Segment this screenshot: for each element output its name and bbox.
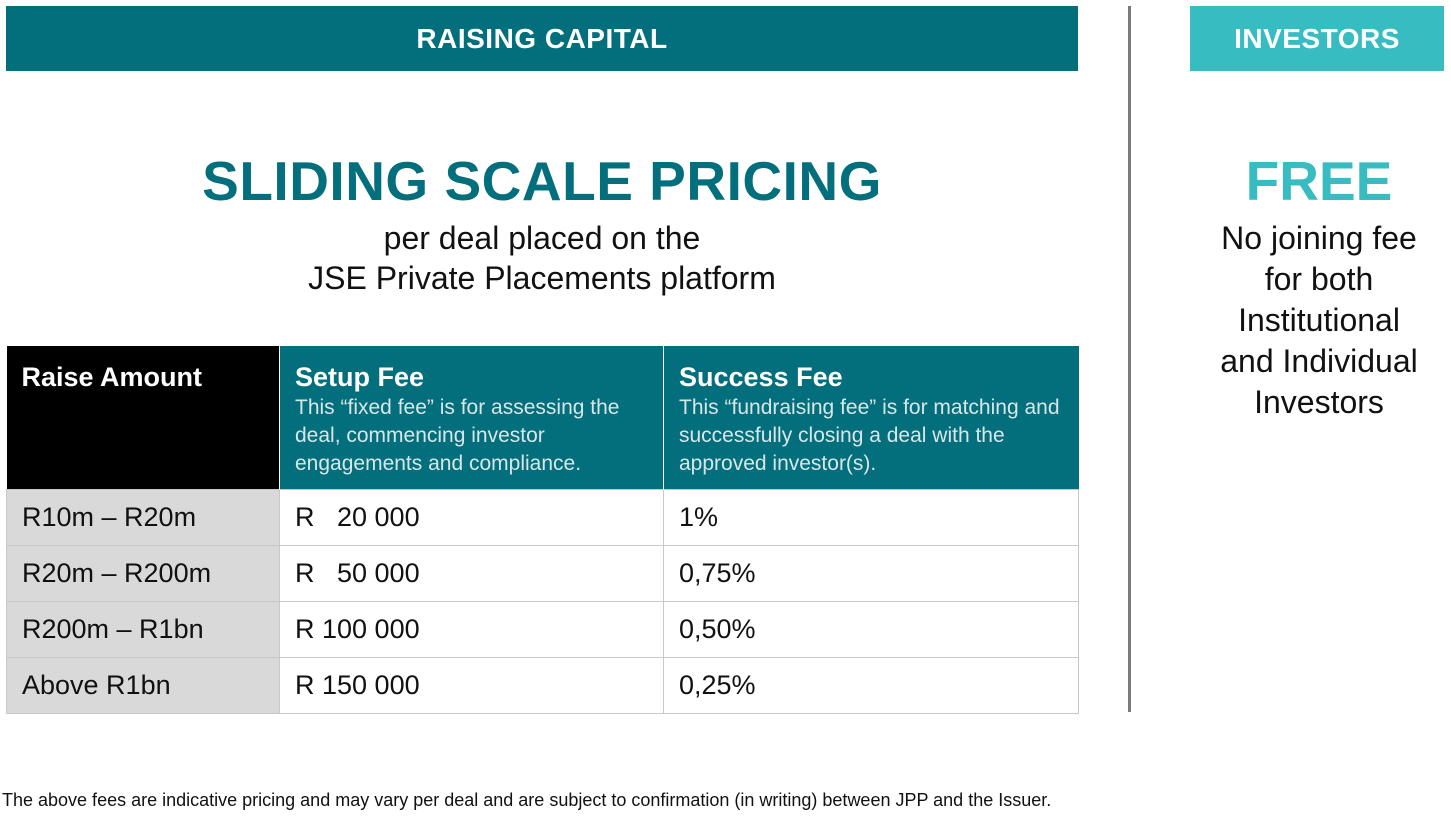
pricing-headline: SLIDING SCALE PRICING	[202, 150, 882, 212]
header-setup-fee	[280, 346, 664, 489]
pricing-subline-1: per deal placed on the	[383, 220, 701, 256]
setup-fee-cell: R 20 000	[280, 489, 664, 545]
header-title: Setup Fee	[295, 362, 425, 392]
header-success-fee	[664, 346, 1079, 489]
table-row	[7, 601, 1079, 657]
pricing-table	[6, 346, 1079, 714]
header-description: This “fixed fee” is for assessing the deal, commencing investor engagements and compliance.	[295, 396, 620, 475]
disclaimer-footnote: The above fees are indicative pricing and may vary per deal and are subject to confirmation (in writing) between JPP and the Issuer.	[2, 790, 1052, 810]
setup-fee-cell: R 150 000	[280, 657, 664, 713]
investors-line: for both	[1264, 261, 1374, 297]
raise-amount-cell: R200m – R1bn	[7, 601, 280, 657]
success-fee-cell: 1%	[664, 489, 1079, 545]
table-row	[7, 545, 1079, 601]
setup-fee-cell: R 100 000	[280, 601, 664, 657]
investors-banner: INVESTORS	[1190, 6, 1444, 71]
raising-capital-banner: RAISING CAPITAL	[6, 6, 1078, 71]
success-fee-cell: 0,50%	[664, 601, 1079, 657]
success-fee-cell: 0,25%	[664, 657, 1079, 713]
setup-fee-cell: R 50 000	[280, 545, 664, 601]
success-fee-cell: 0,75%	[664, 545, 1079, 601]
investors-line: Institutional	[1238, 302, 1400, 338]
raise-amount-cell: R20m – R200m	[7, 545, 280, 601]
column-divider	[1128, 6, 1131, 712]
investors-description	[1190, 218, 1448, 423]
investors-line: No joining fee	[1221, 220, 1417, 256]
table-row	[7, 657, 1079, 713]
table-row	[7, 489, 1079, 545]
investors-line: and Individual	[1220, 343, 1418, 379]
header-description: This “fundraising fee” is for matching and successfully closing a deal with the approved investor(s).	[679, 396, 1060, 475]
investors-line: Investors	[1254, 384, 1384, 420]
header-raise-amount	[7, 346, 280, 489]
header-title: Raise Amount	[21, 362, 203, 392]
header-title: Success Fee	[679, 362, 843, 392]
pricing-subline-2: JSE Private Placements platform	[308, 260, 776, 296]
table-header-row	[7, 346, 1079, 489]
raise-amount-cell: R10m – R20m	[7, 489, 280, 545]
investors-headline: FREE	[1245, 150, 1393, 212]
raise-amount-cell: Above R1bn	[7, 657, 280, 713]
